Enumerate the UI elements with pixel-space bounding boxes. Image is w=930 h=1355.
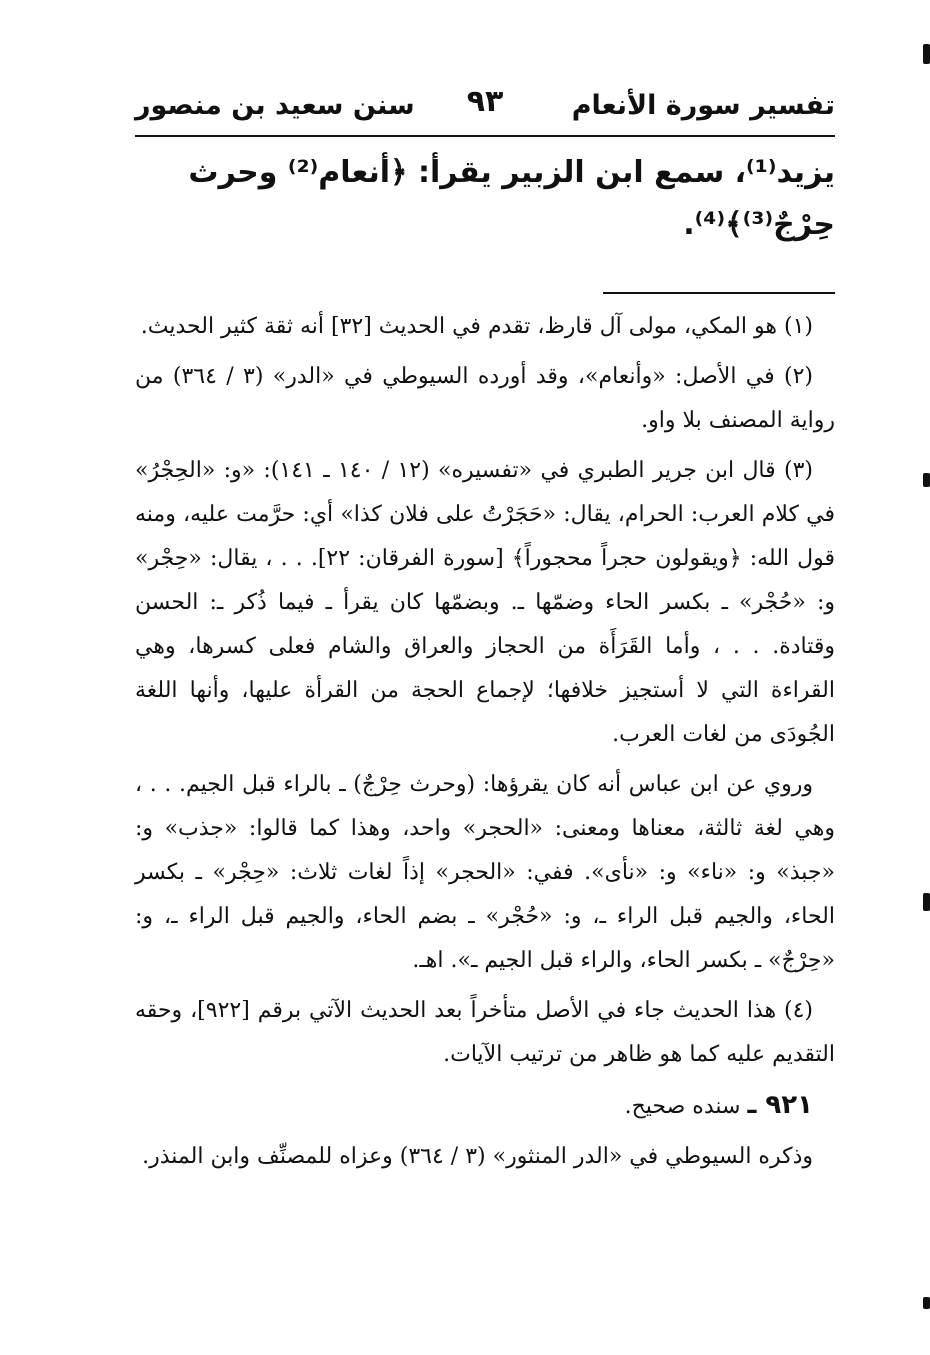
hadith-number: ٩٢١ ـ [747,1090,813,1120]
hadith-entry [135,1083,835,1129]
scan-edge-mark [923,893,930,911]
footnote-1: (١) هو المكي، مولى آل قارظ، تقدم في الحديث [٣٢] أنه ثقة كثير الحديث. [140,314,813,339]
scan-edge-mark [923,473,930,487]
book-title: سنن سعيد بن منصور [135,90,415,121]
footnote-3: (٣) قال ابن جرير الطبري في «تفسيره» (١٢ / ١٤٠ ـ ١٤١): «و: «الحِجْرُ» في كلام العرب: الحرام، يقال: «حَجَرْتُ على فلان كذا» أي: حرَّمت عليه، ومنه قول الله: ﴿ويقولون حجراً محجوراً﴾ [سورة الفرقان: ٢٢]. . . ، يقال: «حِجْر» و: «حُجْر» ـ بكسر الحاء وضمّها ـ. وبضمّها كان يقرأ ـ فيما ذُكر ـ: الحسن وقتادة. . . ، وأما القَرَأَة من الحجاز والعراق والشام فعلى كسرها، وهي القراءة التي لا أستجيز خلافها؛ لإجماع الحجة من القرأة عليها، وأنها اللغة الجُودَى من لغات العرب. [135,458,835,747]
hadith-takhrij: وذكره السيوطي في «الدر المنثور» (٣ / ٣٦٤) وعزاه للمصنِّف وابن المنذر. [142,1144,813,1169]
footnote-3-continued: وروي عن ابن عباس أنه كان يقرؤها: (وحرث حِرْجٌ) ـ بالراء قبل الجيم. . . ، وهي لغة ثالثة، معناها ومعنى: «الحجر» واحد، وهذا كما قالوا: «جذب» و: «جبذ» و: «ناء» و: «نأى». ففي: «الحجر» إذاً لغات ثلاث: «حِجْر» ـ بكسر الحاء، والجيم قبل الراء ـ، و: «حُجْر» ـ بضم الحاء، والجيم قبل الراء ـ، و: «حِرْجٌ» ـ بكسر الحاء، والراء قبل الجيم ـ». اهـ. [135,772,835,973]
running-header [135,82,835,132]
scan-edge-mark [923,1297,930,1309]
footnotes [135,305,835,1185]
scan-edge-mark [923,44,930,64]
page-number: ٩٣ [466,84,504,119]
footnote-separator [603,292,835,294]
footnote-4: (٤) هذا الحديث جاء في الأصل متأخراً بعد الحديث الآتي برقم [٩٢٢]، وحقه التقديم عليه كما هو ظاهر من ترتيب الآيات. [135,998,835,1067]
surah-title: تفسير سورة الأنعام [571,90,835,121]
header-rule [135,135,835,137]
main-text: يزيد⁽¹⁾، سمع ابن الزبير يقرأ: ﴿أنعام⁽²⁾ وحرث حِرْجٌ⁽³⁾﴾⁽⁴⁾. [188,155,835,242]
footnote-2: (٢) في الأصل: «وأنعام»، وقد أورده السيوطي في «الدر» (٣ / ٣٦٤) من رواية المصنف بلا واو. [135,364,835,433]
hadith-grade: سنده صحيح. [624,1094,741,1119]
